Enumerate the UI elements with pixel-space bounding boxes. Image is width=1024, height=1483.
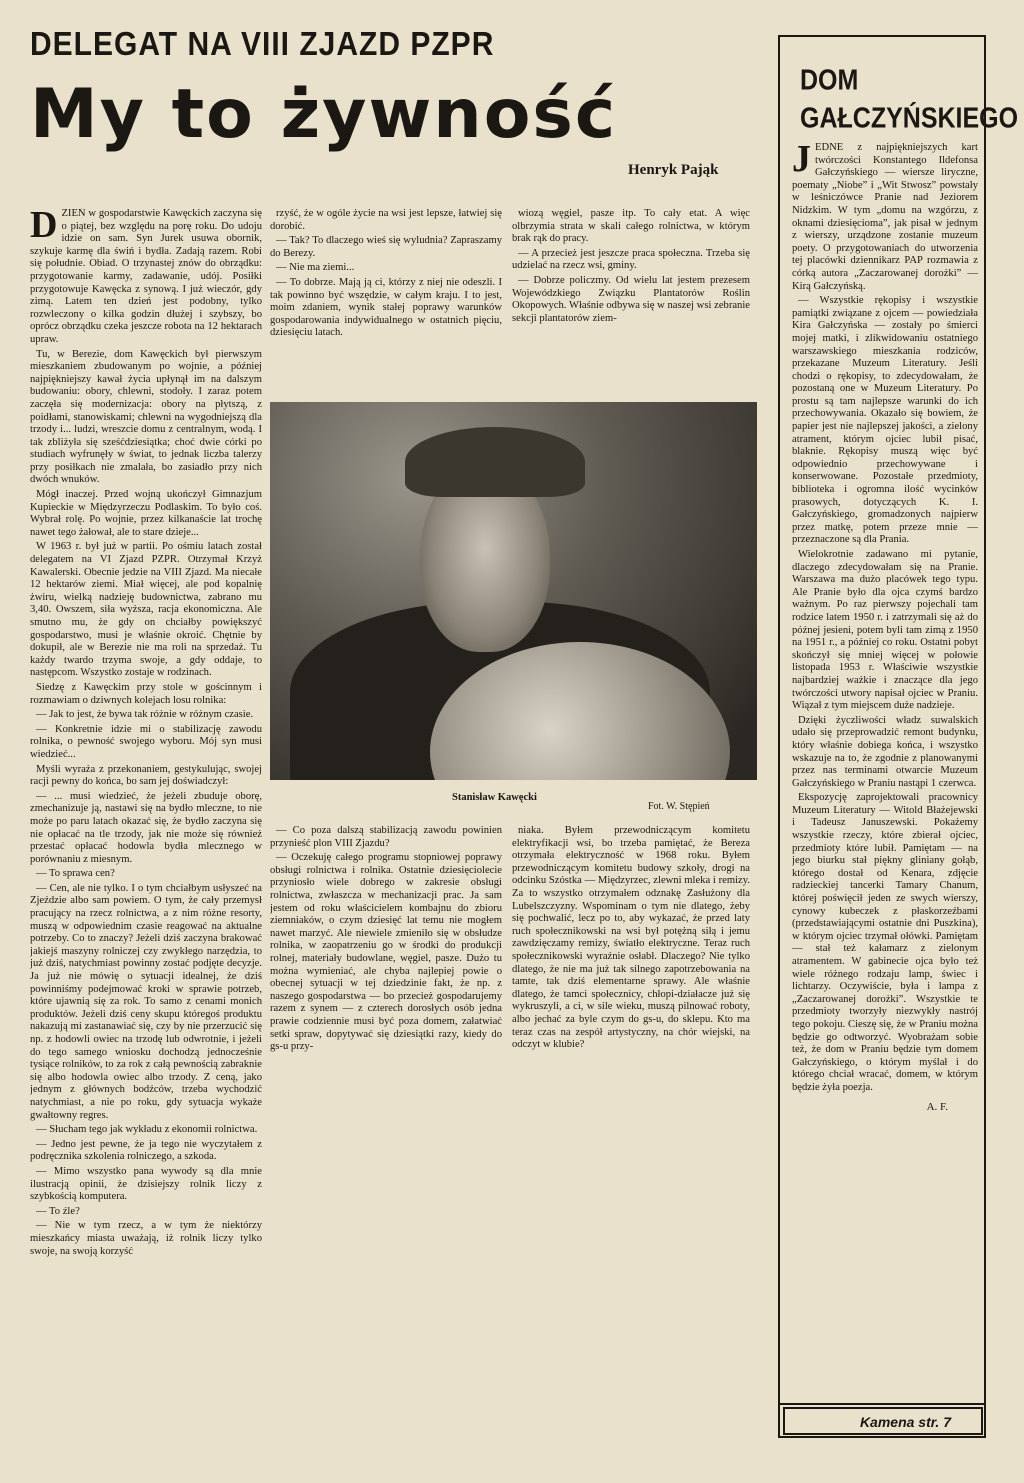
article-paragraph: — To sprawa cen? — [36, 868, 115, 880]
article-paragraph: Myśli wyraża z przekonaniem, gestykulując, swojej racji pewny do końca, bo sam jej doświadczył: — [30, 763, 262, 788]
sidebar-title-line1: DOM — [800, 64, 859, 97]
article-paragraph: ZIEŃ w gospodarstwie Kawęckich zaczyna się o piątej, bez względu na porę roku. Do udoju idzie on sam. Syn Jurek usuwa obornik, szykuje karmę dla świń i bydła. Zadają razem. Robi się południe. Obiad. O trzynastej znów do obrządku: przygotowanie karmy, zadawanie, udój. Posiłki przygotowuje Kawęcka z synową. I już wieczór, gdy zimą. Latem ten dzień jest podobny, tylko rozwleczony o kilka godzin dłużej i szybszy, bo oprócz obrządku czeka jeszcze robota na 12 hektarach upraw. — [30, 208, 262, 345]
article-column-2-bottom — [270, 825, 502, 1445]
sidebar-dropcap: J — [792, 142, 811, 180]
article-paragraph: — Dobrze policzmy. Od wielu lat jestem prezesem Wojewódzkiego Związku Plantatorów Roślin Okopowych. Właśnie odbywa się w naszej wsi zebranie sekcji plantatorów ziem- — [512, 274, 750, 324]
sidebar-paragraph: Dzięki życzliwości władz suwalskich udało się przeprowadzić remont budynku, który właśnie dobiega końca, i wszystko wskazuje na to, że zgodnie z planowanymi przez nas terminami otwarcie Muzeum Gałczyńskiego w Praniu nastąpi 1 czerwca. — [792, 714, 978, 789]
article-column-3-top — [512, 208, 750, 378]
sidebar-signature: A. F. — [926, 1100, 948, 1113]
article-column-3-bottom — [512, 825, 750, 1445]
article-paragraph: — Jak to jest, że bywa tak różnie w różnym czasie. — [36, 709, 254, 721]
article-paragraph: — Cen, ale nie tylko. I o tym chciałbym usłyszeć na Zjeździe albo sam powiem. O tym, że cały przemysł pracujący na rzecz rolnictwa, a z nim różne resorty, muszą w odpowiednim czasie reagować na aktualne potrzeby. Co to znaczy? Jeżeli dziś zaczyna brakować jakiejś maszyny rolniczej czy zwykłego narzędzia, to już dziś, natychmiast powinny zostać podjęte decyzje. Ja już nie mówię o sytuacji idealnej, że dziś powinniśmy podejmować kroki w sprawie potrzeb, które ujawnią się za rok. To samo z cenami monich produktów. Jeżeli dziś ceny skupu któregoś produktu nakazują mi zastanawiać się, czy by nie przerzucić się np. z hodowli owiec na trzodę lub odwrotnie, i jeżeli do tego samego wniosku dochodzą jednocześnie tysiące rolników, to za rok z całą pewnością zabraknie się albo hodowla owiec albo trzody. Z ceną, jako jednym z głównych bodźców, trzeba wychodzić natychmiast, a nie po roku, gdy sytuacja wykaże gwałtowny regres. — [30, 882, 262, 1121]
page-footer: Kamena str. 7 — [783, 1407, 983, 1435]
sidebar-paragraph: Ekspozycję zaprojektowali pracownicy Muzeum Literatury — Witold Błażejewski i Tadeusz Januszewski. Pokażemy wszystkie rzeczy, które zbierał ojciec, przedmioty które lubił. Pamiętam — na jego biurku stał piękny gliniany gołąb, którego dostał od Kenara, zdjęcie radzieckiej tancerki Tamary Chanum, której poświęcił jeden ze swych wierszy, cynowy kubeczek z płaskorzeźbami (przedstawiającymi ostatnie dni Puszkina), w którym ojciec trzymał ołówki. Pamiętam — stał też kałamarz z zielonym atramentem. W gabinecie ojca było też wiele różnego rodzaju lamp, świec i lichtarzy. Oczywiście, była i lampa z „Zaczarowanej dorożki”. Wszystkie te przedmioty tworzyły niezwykły nastrój tego pokoju. Cieszę się, że w Praniu można będzie go odtworzyć. Wyobrażam sobie też, że dom w Praniu będzie tym domem Gałczyńskiego, o którym myślał i do którego chciał wracać, domem, w którym będzie żyła poezja. — [792, 792, 978, 1093]
article-paragraph: — Mimo wszystko pana wywody są dla mnie ilustracją opinii, że dzisiejszy rolnik liczy z szybkością komputera. — [30, 1165, 262, 1203]
article-paragraph: — Jedno jest pewne, że ja tego nie wyczytałem z podręcznika szkolenia rolniczego, a szkoda. — [30, 1138, 262, 1163]
sidebar-title-line2: GAŁCZYŃSKIEGO — [800, 102, 1019, 135]
photo-credit: Fot. W. Stępień — [648, 801, 710, 812]
article-paragraph: W 1963 r. był już w partii. Po ośmiu latach został delegatem na VI Zjazd PZPR. Otrzymał Krzyż Kawalerski. Obecnie jedzie na VIII Zjazd. Ma niecałe 12 hektarów ziemi. Miał więcej, ale pod kopalnię żwiru, wielką nadzieję budownictwa, zabrano mu 3,40. Owszem, siła wyższa, racja ekonomiczna. Ale smutno mu, że gdy on chciałby powiększyć gospodarstwo, musi je właśnie okroić. Chętnie by dokupił, ale w Berezie nie ma roli na sprzedaż. Tu każdy twardo trzyma swoje, a gdy oddaje, to następcom. Wszystko zostaje w rodzinach. — [30, 541, 262, 679]
article-paragraph: Siedzę z Kawęckim przy stole w gościnnym i rozmawiam o dziwnych kolejach losu rolnika: — [30, 681, 262, 706]
sidebar-paragraph: Wielokrotnie zadawano mi pytanie, dlaczego zdecydowałam się na Pranie. Warszawa ma dużo placówek tego typu. Ale Pranie było dla ojca czymś bardzo ważnym. Po raz pierwszy pojechali tam rodzice latem 1950 r. i zatrzymali się aż do późnej jesieni, potem byli tam zimą z 1950 na 1951 r., a później co roku. Ostatni pobyt skończył się mniej więcej w połowie listopada 1953 r. Właściwie wszystkie najbardziej ważkie i znaczące dla jego twórczości utwory napisał ojciec w Praniu. Wiązał z tym miejscem duże nadzieje. — [792, 549, 978, 712]
article-paragraph: — To dobrze. Mają ją ci, którzy z niej nie odeszli. I tak powinno być wszędzie, w całym kraju. I to jest, moim zdaniem, wynik stałej poprawy warunków gospodarowania indywidualnego w ostatnich pięciu, dziesięciu latach. — [270, 276, 502, 339]
article-dropcap: D — [30, 208, 58, 246]
article-paragraph: Tu, w Berezie, dom Kawęckich był pierwszym mieszkaniem zbudowanym po wojnie, a później najpiękniejszy kawał życia upłynął im na dalszym budowaniu: obory, chlewni, stodoły. I zaraz potem zaczęła się modernizacja: obory na płytszą, z poidłami, stanowiskami; chlewni na wygodniejszą dla trzody i... ludzi, wreszcie domu z centralnym, wodą. I tak zbliżyła się sześćdziesiątka; choć dwie córki po studiach wyfrunęły w świat, to jednak liczba talerzy przy posiłkach nie zmalała, bo zasiadło przy nich dwóch wnuków. — [30, 348, 262, 486]
article-column-2-top — [270, 208, 502, 378]
portrait-photo — [270, 402, 757, 780]
sidebar-title — [800, 62, 1018, 138]
article-paragraph: — Oczekuję całego programu stopniowej poprawy obsługi rolnictwa i rolnika. Ostatnie dziesięciolecie przyniosło wiele dobrego w zakresie obsługi rolnictwa, zwłaszcza w mechanizacji prac. Ja sam jestem od roku właścicielem kombajnu do zbioru ziemniaków, o czym dziesięć lat temu nie mogłem nawet marzyć. Ale niewiele zmieniło się w obsłudze rolnika, w zaopatrzeniu go w środki do produkcji rolnej, materiały budowlane, węgiel, pasze. Dużo tu można wymieniać, ale chyba najlepiej powie o obecnej sytuacji w tej dziedzinie fakt, że np. z naszego gospodarstwa — bo przecież gospodarujemy razem z synem — z czterech dorosłych osób jedna prawie codziennie musi być poza domem, załatwiać setki spraw, dopytywać się dziesiątki razy, kiedy do gs-u przy- — [270, 852, 502, 1053]
article-paragraph: rzyść, że w ogóle życie na wsi jest lepsze, łatwiej się dorobić. — [270, 208, 502, 232]
photo-caption: Stanisław Kawęcki — [452, 792, 537, 803]
article-column-1 — [30, 208, 262, 1443]
article-paragraph: niaka. Byłem przewodniczącym komitetu elektryfikacji wsi, bo trzeba pamiętać, że Bereza otrzymała elektryczność w 1968 roku. Byłem przewodniczącym komitetu budowy szkoły, drogi na odcinku Szóstka — Międzyrzec, zlewni mleka i remizy. Za to wszystko otrzymałem odznakę Zasłużony dla Lubelszczyzny. Wspominam o tym nie dlatego, żeby się pochwalić, lecz po to, aby wykazać, że przed laty ruch społecznikowski na wsi był potężną siłą i jemu zawdzięczamy remizy, światło elektryczne. Teraz ruch społecznikowski wyraźnie osłabł. Dlaczego? Nie tylko dlatego, że nie ma już tak silnego zapotrzebowania na tamte, tak dziś elementarne sprawy. Ale właśnie dlatego, że tamci społecznicy, chłopi-działacze już się wykruszyli, a ci, w sile wieku, muszą pilnować roboty, albo jechać za byle czym do gs-u, do sklepu. Kto ma teraz czas na zespół artystyczny, na chór wiejski, na odczyt w klubie? — [512, 825, 750, 1051]
article-paragraph: wiozą węgiel, pasze itp. To cały etat. A więc olbrzymia strata w skali całego rolnictwa, w którym brak rąk do pracy. — [512, 208, 750, 245]
article-paragraph: — Nie w tym rzecz, a w tym że niektórzy mieszkańcy miasta uważają, iż rolnik liczy tylko swoje, na swoją korzyść — [30, 1220, 262, 1257]
sidebar-paragraph: EDNE z najpiękniejszych kart twórczości Konstantego Ildefonsa Gałczyńskiego — wiersze liryczne, poematy „Niobe” i „Wit Stwosz” powstały w leśniczówce Pranie nad Jeziorem Nidzkim. W tym „domu na wzgórzu, z oknami dziesięcioma”, jak pisał w jednym z wierszy, urządzone zostanie muzeum poety. O przygotowaniach do utworzenia tej placówki dziennikarz PAP rozmawia z córką autora „Zaczarowanej dorożki” — Kirą Gałczyńską. — [792, 142, 978, 292]
article-kicker: DELEGAT NA VIII ZJAZD PZPR — [30, 26, 495, 63]
article-paragraph: Mógł inaczej. Przed wojną ukończył Gimnazjum Kupieckie w Międzyrzeczu Podlaskim. To było coś. Wybrał rolę. Po wojnie, przez kilkanaście lat trochę nawet tego żałował, ale to stare dzieje... — [30, 489, 262, 538]
article-paragraph: — A przecież jest jeszcze praca społeczna. Trzeba się udzielać na rzecz wsi, gminy. — [512, 247, 750, 272]
article-paragraph: — Tak? To dlaczego wieś się wyludnia? Zapraszamy do Berezy. — [270, 235, 502, 259]
article-paragraph: — To źle? — [36, 1205, 80, 1217]
sidebar-rule — [780, 1403, 986, 1405]
sidebar-paragraph: — Wszystkie rękopisy i wszystkie pamiątki związane z ojcem — powiedziała Kira Gałczyńska — zostały po śmierci mojej matki, i zlikwidowaniu ostatniego warszawskiego mieszkania rodziców, przekazane Muzeum Literatury. Jeśli chodzi o rękopisy, to zdecydowałam, że pozostaną one w Muzeum Literatury. Po prostu są tam najlepsze warunki do ich przechowywania. Okazało się bowiem, że papier jest nie najlepszej jakości, a zielony atrament, którym ojciec lubił pisać, blaknie. Rękopisy muszą więc być odpowiednio przechowywane i konserwowane. Pozostałe przedmioty, biblioteka i ogromna ilość wycinków prasowych, dotyczących K. I. Gałczyńskiego, gromadzonych najpierw przez matkę, potem przeze mnie — przeznaczone są dla Prania. — [792, 295, 978, 546]
article-paragraph: — Konkretnie idzie mi o stabilizację zawodu rolnika, o pewność swojego wyboru. Mój syn musi wiedzieć... — [30, 723, 262, 760]
article-paragraph: — ... musi wiedzieć, że jeżeli zbuduje oborę, zmechanizuje ją, nastawi się na bydło mleczne, to nie może po paru latach okazać się, że bydło zaczyna się nie opłacać na tle trzody, jak nie może się również przestać opłacać hodowla bydła mlecznego w porównaniu z miesnym. — [30, 790, 262, 865]
article-headline: My to żywność — [30, 75, 618, 154]
article-paragraph: — Co poza dalszą stabilizacją zawodu powinien przynieść plon VIII Zjazdu? — [270, 825, 502, 849]
article-paragraph: — Słucham tego jak wykładu z ekonomii rolnictwa. — [36, 1124, 258, 1136]
article-author: Henryk Pająk — [628, 162, 719, 178]
article-paragraph: — Nie ma ziemi... — [276, 262, 355, 274]
sidebar-column — [792, 142, 978, 1397]
